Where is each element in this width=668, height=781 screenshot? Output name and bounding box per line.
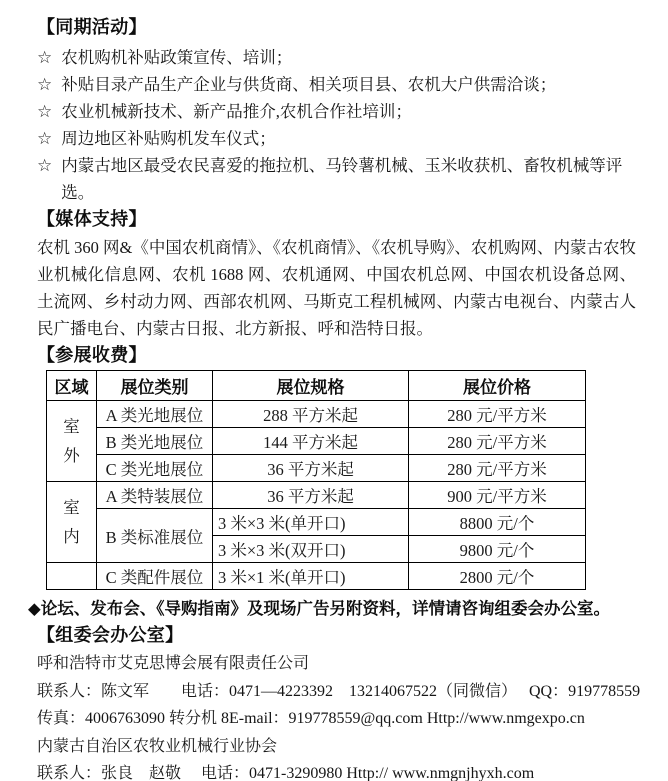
media-paragraph: 农机 360 网&《中国农机商情》、《农机商情》、《农机导购》、农机购网、内蒙古农牧业机械化信息网、农机 1688 网、农机通网、中国农机总网、中国农机设备总网、土流网、乡村动力网、西部农机网、马斯克工程机械网、内蒙古电视台、内蒙古人民广播电台、内蒙古日报、北方新报、呼和浩特日报。 [37, 238, 636, 338]
header-cell-category: 展位类别 [97, 371, 213, 401]
category-cell: A 类光地展位 [97, 401, 213, 428]
office-fax-email-line: 传真：4006763090 转分机 8E-mail：919778559@qq.com Http://www.nmgexpo.cn [37, 710, 585, 727]
header-cell-price: 展位价格 [409, 371, 586, 401]
table-row [47, 509, 586, 536]
zone-cell-outdoor [47, 401, 97, 482]
price-cell: 280 元/平方米 [409, 401, 586, 428]
section-media [37, 209, 636, 342]
table-row [47, 428, 586, 455]
spec-cell: 3 米×3 米(双开口) [213, 536, 409, 563]
category-cell: C 类光地展位 [97, 455, 213, 482]
price-cell: 900 元/平方米 [409, 482, 586, 509]
section-activities [37, 17, 636, 206]
media-heading: 【媒体支持】 [37, 209, 147, 229]
activity-text: 内蒙古地区最受农民喜爱的拖拉机、马铃薯机械、玉米收获机、畜牧机械等评选。 [61, 156, 623, 202]
spec-cell: 3 米×3 米(单开口) [213, 509, 409, 536]
price-cell: 280 元/平方米 [409, 455, 586, 482]
zone-cell-indoor [47, 482, 97, 563]
table-row [47, 401, 586, 428]
office-heading: 【组委会办公室】 [37, 625, 184, 645]
activity-text: 农机购机补贴政策宣传、培训； [61, 48, 293, 67]
spec-cell: 3 米×1 米(单开口) [213, 563, 409, 590]
star-bullet-icon: ☆ [37, 156, 53, 175]
fees-note: ◆论坛、发布会、《导购指南》及现场广告另附资料，详情请咨询组委会办公室。 [28, 600, 610, 618]
price-cell: 280 元/平方米 [409, 428, 586, 455]
category-cell: B 类标准展位 [97, 509, 213, 563]
price-cell: 9800 元/个 [409, 536, 586, 563]
activity-text: 周边地区补贴购机发车仪式； [61, 129, 276, 148]
activity-item [37, 125, 636, 152]
office-contact-line-2: 联系人：张良 赵敬 电话：0471-3290980 Http:// www.nmgnjhyxh.com [37, 765, 535, 781]
header-cell-zone: 区域 [47, 371, 97, 401]
office-company-name: 呼和浩特市艾克思博会展有限责任公司 [37, 655, 310, 672]
activity-text: 补贴目录产品生产企业与供货商、相关项目县、农机大户供需洽谈； [61, 75, 557, 94]
price-cell: 8800 元/个 [409, 509, 586, 536]
star-bullet-icon: ☆ [37, 48, 53, 67]
category-cell: C 类配件展位 [97, 563, 213, 590]
spec-cell: 36 平方米起 [213, 455, 409, 482]
table-row [47, 482, 586, 509]
fees-table [46, 370, 586, 590]
section-office [37, 625, 641, 781]
office-association-name: 内蒙古自治区农牧业机械行业协会 [37, 737, 278, 755]
zone-cell-empty [47, 563, 97, 590]
star-bullet-icon: ☆ [37, 129, 53, 148]
header-cell-spec: 展位规格 [213, 371, 409, 401]
star-bullet-icon: ☆ [37, 102, 53, 121]
activity-item [37, 152, 636, 206]
activity-item [37, 44, 636, 71]
table-row [47, 455, 586, 482]
fees-heading: 【参展收费】 [37, 345, 147, 365]
price-cell: 2800 元/个 [409, 563, 586, 590]
category-cell: B 类光地展位 [97, 428, 213, 455]
table-row [47, 563, 586, 590]
zone-text: 室外 [63, 417, 80, 465]
activities-heading: 【同期活动】 [37, 17, 147, 37]
activity-item [37, 98, 636, 125]
fees-header-row [47, 371, 586, 401]
activities-list [37, 44, 636, 206]
activity-item [37, 71, 636, 98]
spec-cell: 144 平方米起 [213, 428, 409, 455]
star-bullet-icon: ☆ [37, 75, 53, 94]
spec-cell: 36 平方米起 [213, 482, 409, 509]
zone-text: 室内 [63, 498, 80, 546]
office-contact-block [37, 650, 641, 781]
activity-text: 农业机械新技术、新产品推介,农机合作社培训； [61, 102, 412, 121]
spec-cell: 288 平方米起 [213, 401, 409, 428]
office-contact-line: 联系人：陈文军 电话：0471—4223392 13214067522（同微信） QQ：919778559 [37, 682, 641, 700]
section-fees [28, 345, 636, 620]
category-cell: A 类特装展位 [97, 482, 213, 509]
